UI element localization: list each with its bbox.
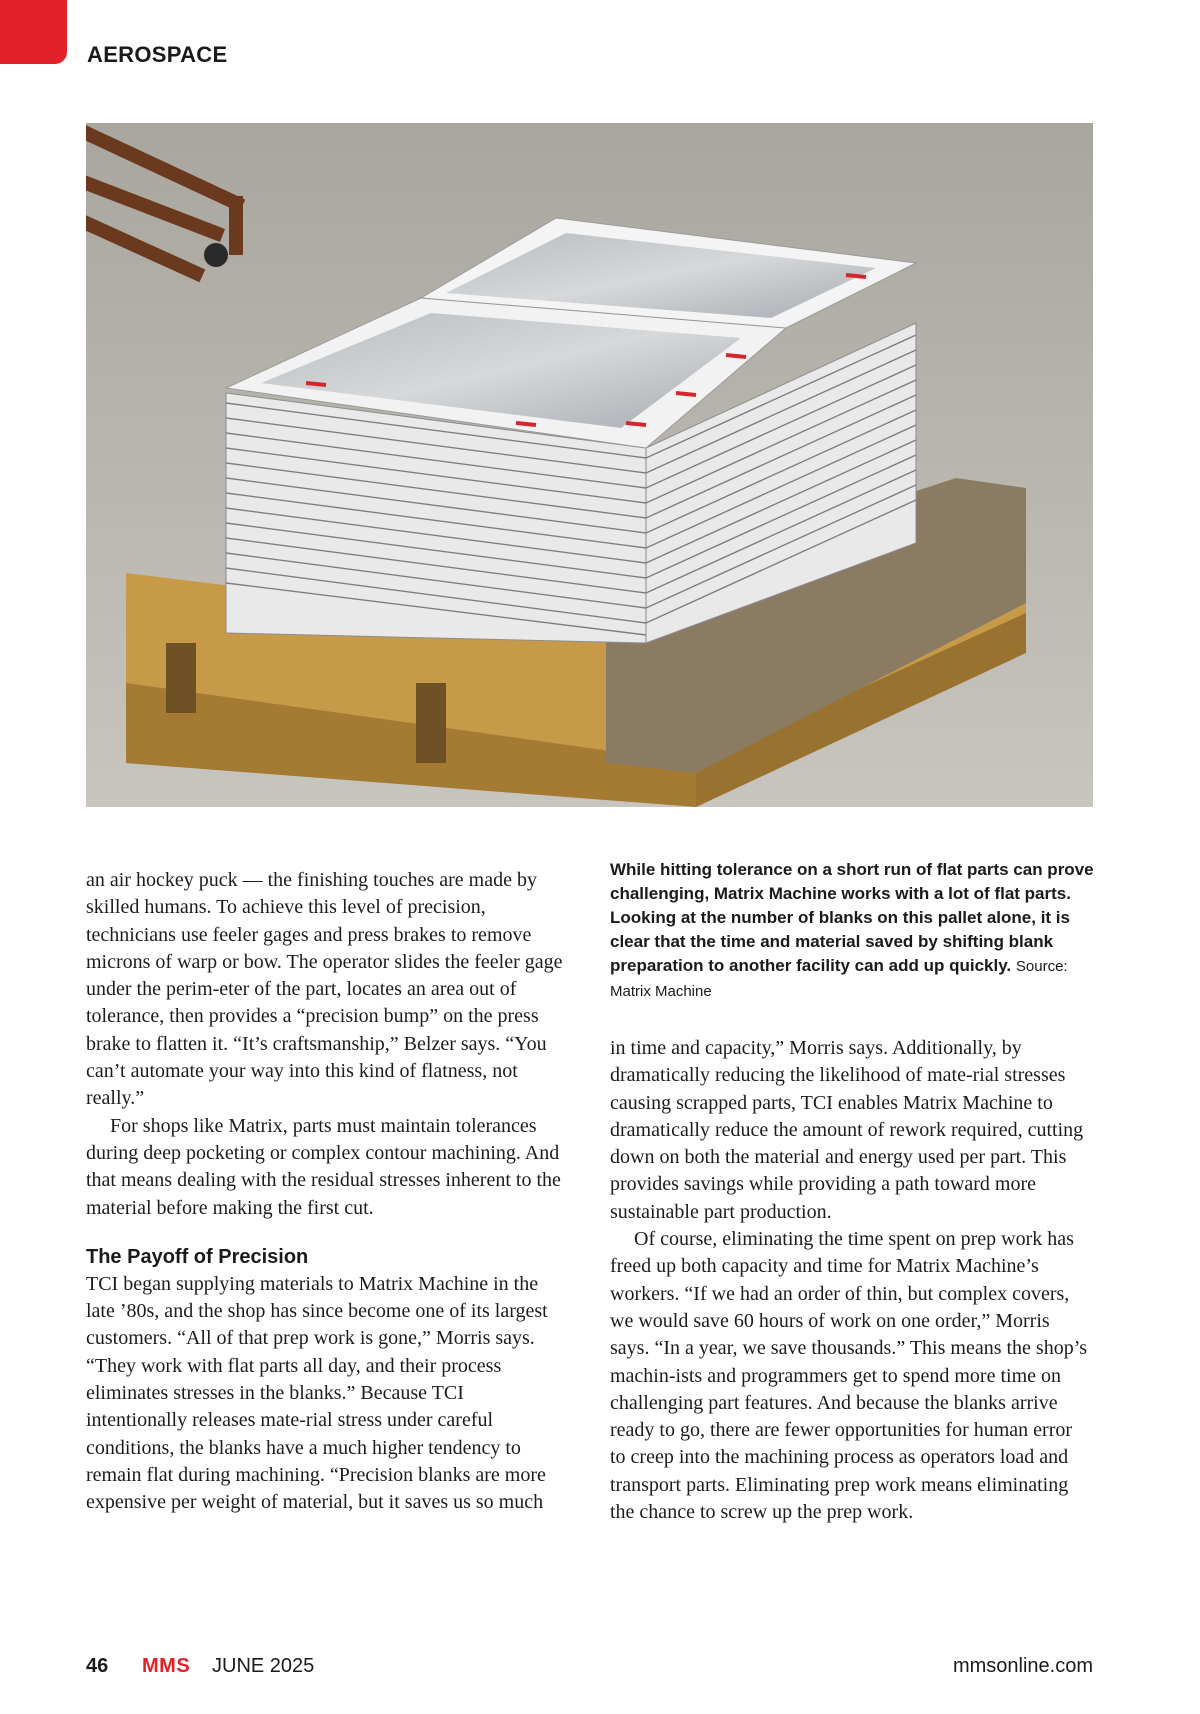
article-paragraph: an air hockey puck — the finishing touches are made by skilled humans. To achieve this level of precision, technicians use feeler gages and press brakes to remove microns of warp or bow. The operator slides the feeler gage under the perim-eter of the part, locates an area out of tolerance, then provides a “precision bump” on the press brake to flatten it. “It’s craftsmanship,” Belzer says. “You can’t automate your way into this kind of flatness, not really.” xyxy=(86,869,563,1110)
article-column-left xyxy=(86,867,566,1517)
article-paragraph: Of course, eliminating the time spent on prep work has freed up both capacity and time for Matrix Machine’s workers. “If we had an order of thin, but complex covers, we would save 60 hours of work on one order,” Morris says. “In a year, we save thousands.” This means the shop’s machin-ists and programmers get to spend more time on challenging part features. And because the blanks arrive ready to go, there are fewer opportunities for human error to creep into the machining process as operators load and transport parts. Eliminating prep work means eliminating the chance to screw up the prep work. xyxy=(610,1228,1088,1524)
article-column-right xyxy=(610,1035,1090,1526)
website-link[interactable]: mmsonline.com xyxy=(952,1655,1093,1677)
article-paragraph: in time and capacity,” Morris says. Additionally, by dramatically reducing the likelihood of mate-rial stresses causing scrapped parts, TCI enables Matrix Machine to dramatically reduce the amount of rework required, cutting down on both the material and energy used per part. This provides savings while providing a path toward more sustainable part production. xyxy=(610,1037,1084,1223)
caption-source: Source: Matrix Machine xyxy=(610,958,1068,1000)
section-color-tab xyxy=(0,0,67,64)
article-paragraph: For shops like Matrix, parts must maintain tolerances during deep pocketing or complex contour machining. And that means dealing with the residual stresses inherent to the material before making the first cut. xyxy=(86,1114,561,1219)
caption-text: While hitting tolerance on a short run of flat parts can prove challenging, Matrix Machine works with a lot of flat parts. Looking at the number of blanks on this pallet alone, it is clear that the time and material saved by shifting blank preparation to another facility can add up quickly. xyxy=(610,860,1094,975)
section-label: AEROSPACE xyxy=(87,42,228,67)
photo-caption xyxy=(610,858,1100,1004)
issue-date: JUNE 2025 xyxy=(212,1655,315,1677)
pallet-of-aluminum-blanks-photo xyxy=(86,123,1093,807)
article-paragraph: TCI began supplying materials to Matrix Machine in the late ’80s, and the shop has since become one of its largest customers. “All of that prep work is gone,” Morris says. “They work with flat parts all day, and their process eliminates stresses in the blanks.” Because TCI intentionally releases mate-rial stress under careful conditions, the blanks have a much higher tendency to remain flat during machining. “Precision blanks are more expensive per weight of material, but it saves us so much xyxy=(86,1272,548,1514)
page-footer xyxy=(86,1655,1093,1685)
magazine-brand: MMS xyxy=(142,1655,191,1677)
section-subhead: The Payoff of Precision xyxy=(86,1245,309,1268)
page-number: 46 xyxy=(86,1655,109,1677)
